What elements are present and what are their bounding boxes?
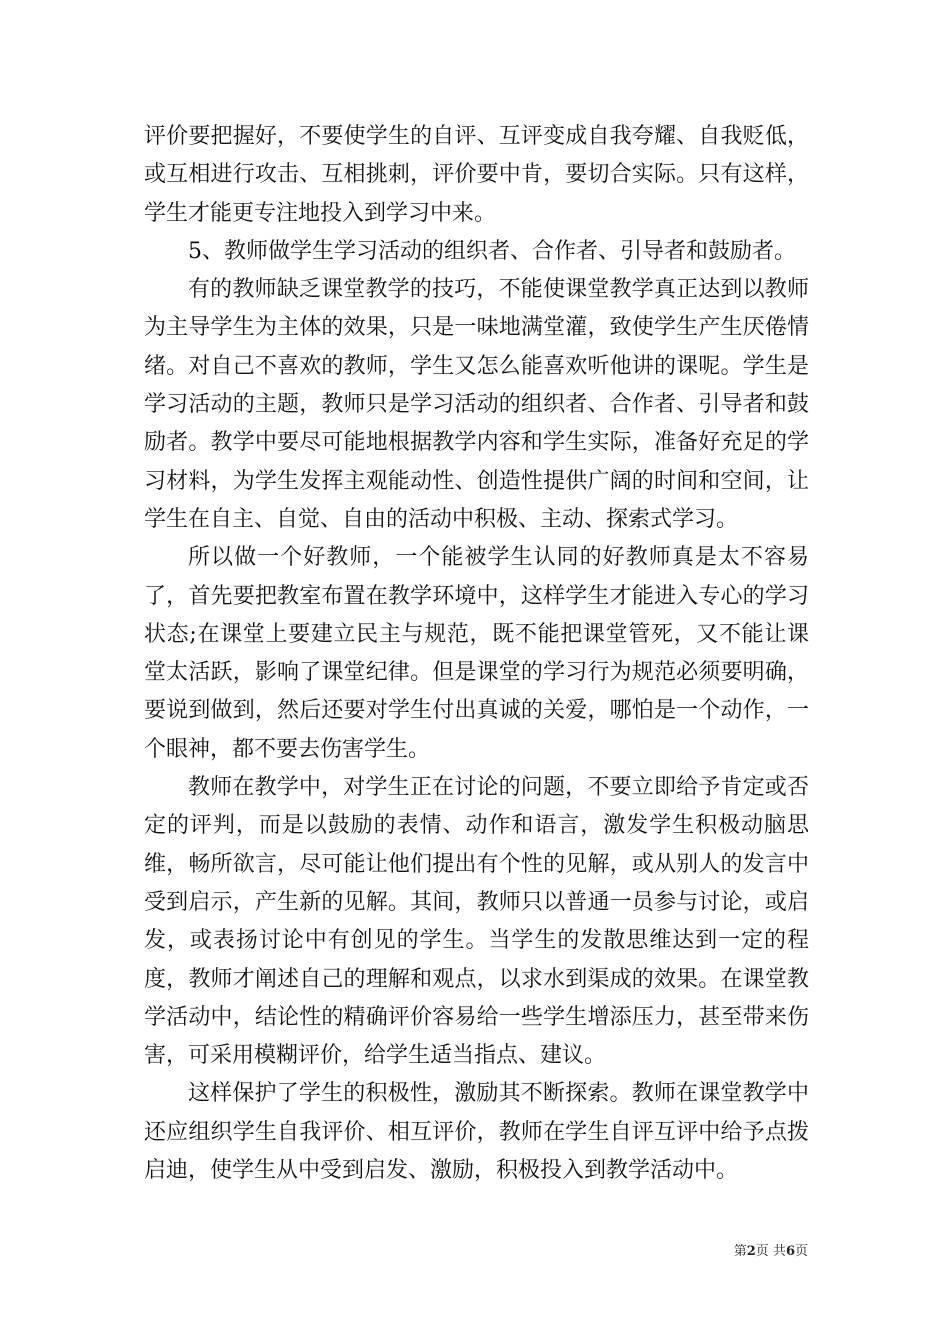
paragraph-5: 教师在教学中，对学生正在讨论的问题，不要立即给予肯定或否定的评判，而是以鼓励的表情、动作和语言，激发学生积极动脑思维，畅所欲言，尽可能让他们提出有个性的见解，或从别人的发言中受到启示，产生新的见解。其间，教师只以普通一员参与讨论，或启发，或表扬讨论中有创见的学生。当学生的发散思维达到一定的程度，教师才阐述自己的理解和观点，以求水到渠成的效果。在课堂教学活动中，结论性的精确评价容易给一些学生增添压力，甚至带来伤害，可采用模糊评价，给学生适当指点、建议。 (144, 775, 809, 1069)
footer-prefix: 第 (733, 1244, 747, 1259)
footer-suffix: 页 (794, 1244, 808, 1259)
footer-middle: 页 共 (755, 1244, 786, 1259)
paragraph-6: 这样保护了学生的积极性，激励其不断探索。教师在课堂教学中还应组织学生自我评价、相互评价，教师在学生自评互评中给予点拨启迪，使学生从中受到启发、激励，积极投入到教学活动中。 (144, 1081, 809, 1184)
paragraph-2: 5、教师做学生学习活动的组织者、合作者、引导者和鼓励者。 (188, 238, 796, 264)
body-text (144, 118, 809, 1190)
paragraph-3: 有的教师缺乏课堂教学的技巧，不能使课堂教学真正达到以教师为主导学生为主体的效果，只是一味地满堂灌，致使学生产生厌倦情绪。对自己不喜欢的教师，学生又怎么能喜欢听他讲的课呢。学生是学习活动的主题，教师只是学习活动的组织者、合作者、引导者和鼓励者。教学中要尽可能地根据教学内容和学生实际，准备好充足的学习材料，为学生发挥主观能动性、创造性提供广阔的时间和空间，让学生在自主、自觉、自由的活动中积极、主动、探索式学习。 (144, 277, 809, 532)
paragraph-1: 评价要把握好，不要使学生的自评、互评变成自我夸耀、自我贬低，或互相进行攻击、互相挑刺，评价要中肯，要切合实际。只有这样，学生才能更专注地投入到学习中来。 (144, 124, 809, 226)
page-number-footer (0, 1243, 808, 1261)
paragraph-4: 所以做一个好教师，一个能被学生认同的好教师真是太不容易了，首先要把教室布置在教学环境中，这样学生才能进入专心的学习状态;在课堂上要建立民主与规范，既不能把课堂管死，又不能让课堂太活跃，影响了课堂纪律。但是课堂的学习行为规范必须要明确，要说到做到，然后还要对学生付出真诚的关爱，哪怕是一个动作，一个眼神，都不要去伤害学生。 (144, 545, 809, 762)
current-page-number: 2 (746, 1244, 756, 1259)
total-pages-number: 6 (785, 1244, 795, 1259)
